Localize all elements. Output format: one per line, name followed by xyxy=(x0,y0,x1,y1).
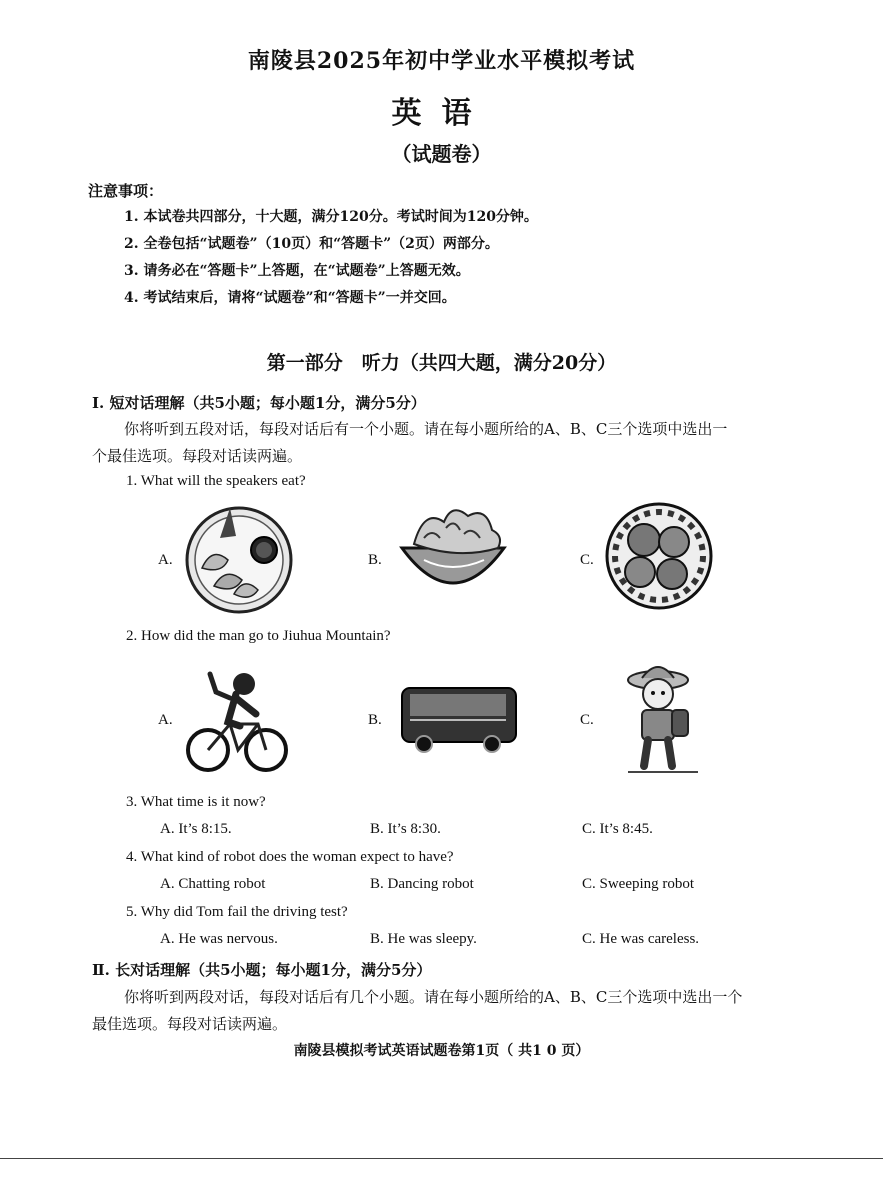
option-a: A. It’s 8:15. xyxy=(160,821,232,837)
fried-snack-bowl-icon xyxy=(394,498,512,610)
option-c-label: C. xyxy=(580,552,594,568)
paper-subtitle: （试题卷） xyxy=(391,142,492,166)
question-4: 4. What kind of robot does the woman expect to have? xyxy=(126,849,454,865)
option-a-label: A. xyxy=(158,552,173,568)
bus-icon xyxy=(396,682,522,754)
question-3: 3. What time is it now? xyxy=(126,794,266,810)
option-a-label: A. xyxy=(158,712,173,728)
section-two-instructions: 你将听到两段对话，每段对话后有几个小题。请在每小题所给的A、B、C三个选项中选出一个 xyxy=(124,988,743,1006)
option-c-label: C. xyxy=(580,712,594,728)
option-c: C. He was careless. xyxy=(582,931,700,947)
section-one-instructions: 你将听到五段对话，每段对话后有一个小题。请在每小题所给的A、B、C三个选项中选出一 xyxy=(124,420,728,438)
notice-heading: 注意事项： xyxy=(88,182,164,200)
option-b-label: B. xyxy=(368,712,382,728)
section-one-heading: Ⅰ. 短对话理解（共5小题；每小题1分，满分5分） xyxy=(92,394,426,412)
section-two-heading: Ⅱ. 长对话理解（共5小题；每小题1分，满分5分） xyxy=(92,961,432,979)
dumplings-icon xyxy=(180,498,298,616)
option-c: C. Sweeping robot xyxy=(582,876,695,892)
option-b: B. Dancing robot xyxy=(370,876,474,892)
option-b-label: B. xyxy=(368,552,382,568)
section-two-instructions-cont: 最佳选项。每段对话读两遍。 xyxy=(92,1015,288,1033)
page-footer: 南陵县模拟考试英语试题卷第1页（ 共1 0 页） xyxy=(293,1043,590,1059)
option-b: B. It’s 8:30. xyxy=(370,821,441,837)
option-a: A. Chatting robot xyxy=(160,876,266,892)
subject-title: 英语 xyxy=(391,96,492,131)
question-2: 2. How did the man go to Jiuhua Mountain? xyxy=(126,628,391,644)
notice-item: 4. 考试结束后，请将“试题卷”和“答题卡”一并交回。 xyxy=(124,290,456,306)
option-b: B. He was sleepy. xyxy=(370,931,477,947)
option-c: C. It’s 8:45. xyxy=(582,821,653,837)
question-5: 5. Why did Tom fail the driving test? xyxy=(126,904,348,920)
hiker-icon xyxy=(608,656,704,780)
steamed-buns-icon xyxy=(604,500,714,612)
section-one-instructions-cont: 个最佳选项。每段对话读两遍。 xyxy=(92,447,303,465)
bottom-divider xyxy=(0,1158,883,1159)
bicycle-icon xyxy=(186,664,288,776)
notice-item: 2. 全卷包括“试题卷”（10页）和“答题卡”（2页）两部分。 xyxy=(124,236,499,252)
option-a: A. He was nervous. xyxy=(160,931,278,947)
exam-title: 南陵县2025年初中学业水平模拟考试 xyxy=(247,48,636,74)
notice-item: 3. 请务必在“答题卡”上答题，在“试题卷”上答题无效。 xyxy=(124,263,470,279)
question-1: 1. What will the speakers eat? xyxy=(126,473,306,489)
part-one-title: 第一部分 听力（共四大题，满分20分） xyxy=(266,352,617,374)
notice-item: 1. 本试卷共四部分，十大题，满分120分。考试时间为120分钟。 xyxy=(124,209,538,225)
